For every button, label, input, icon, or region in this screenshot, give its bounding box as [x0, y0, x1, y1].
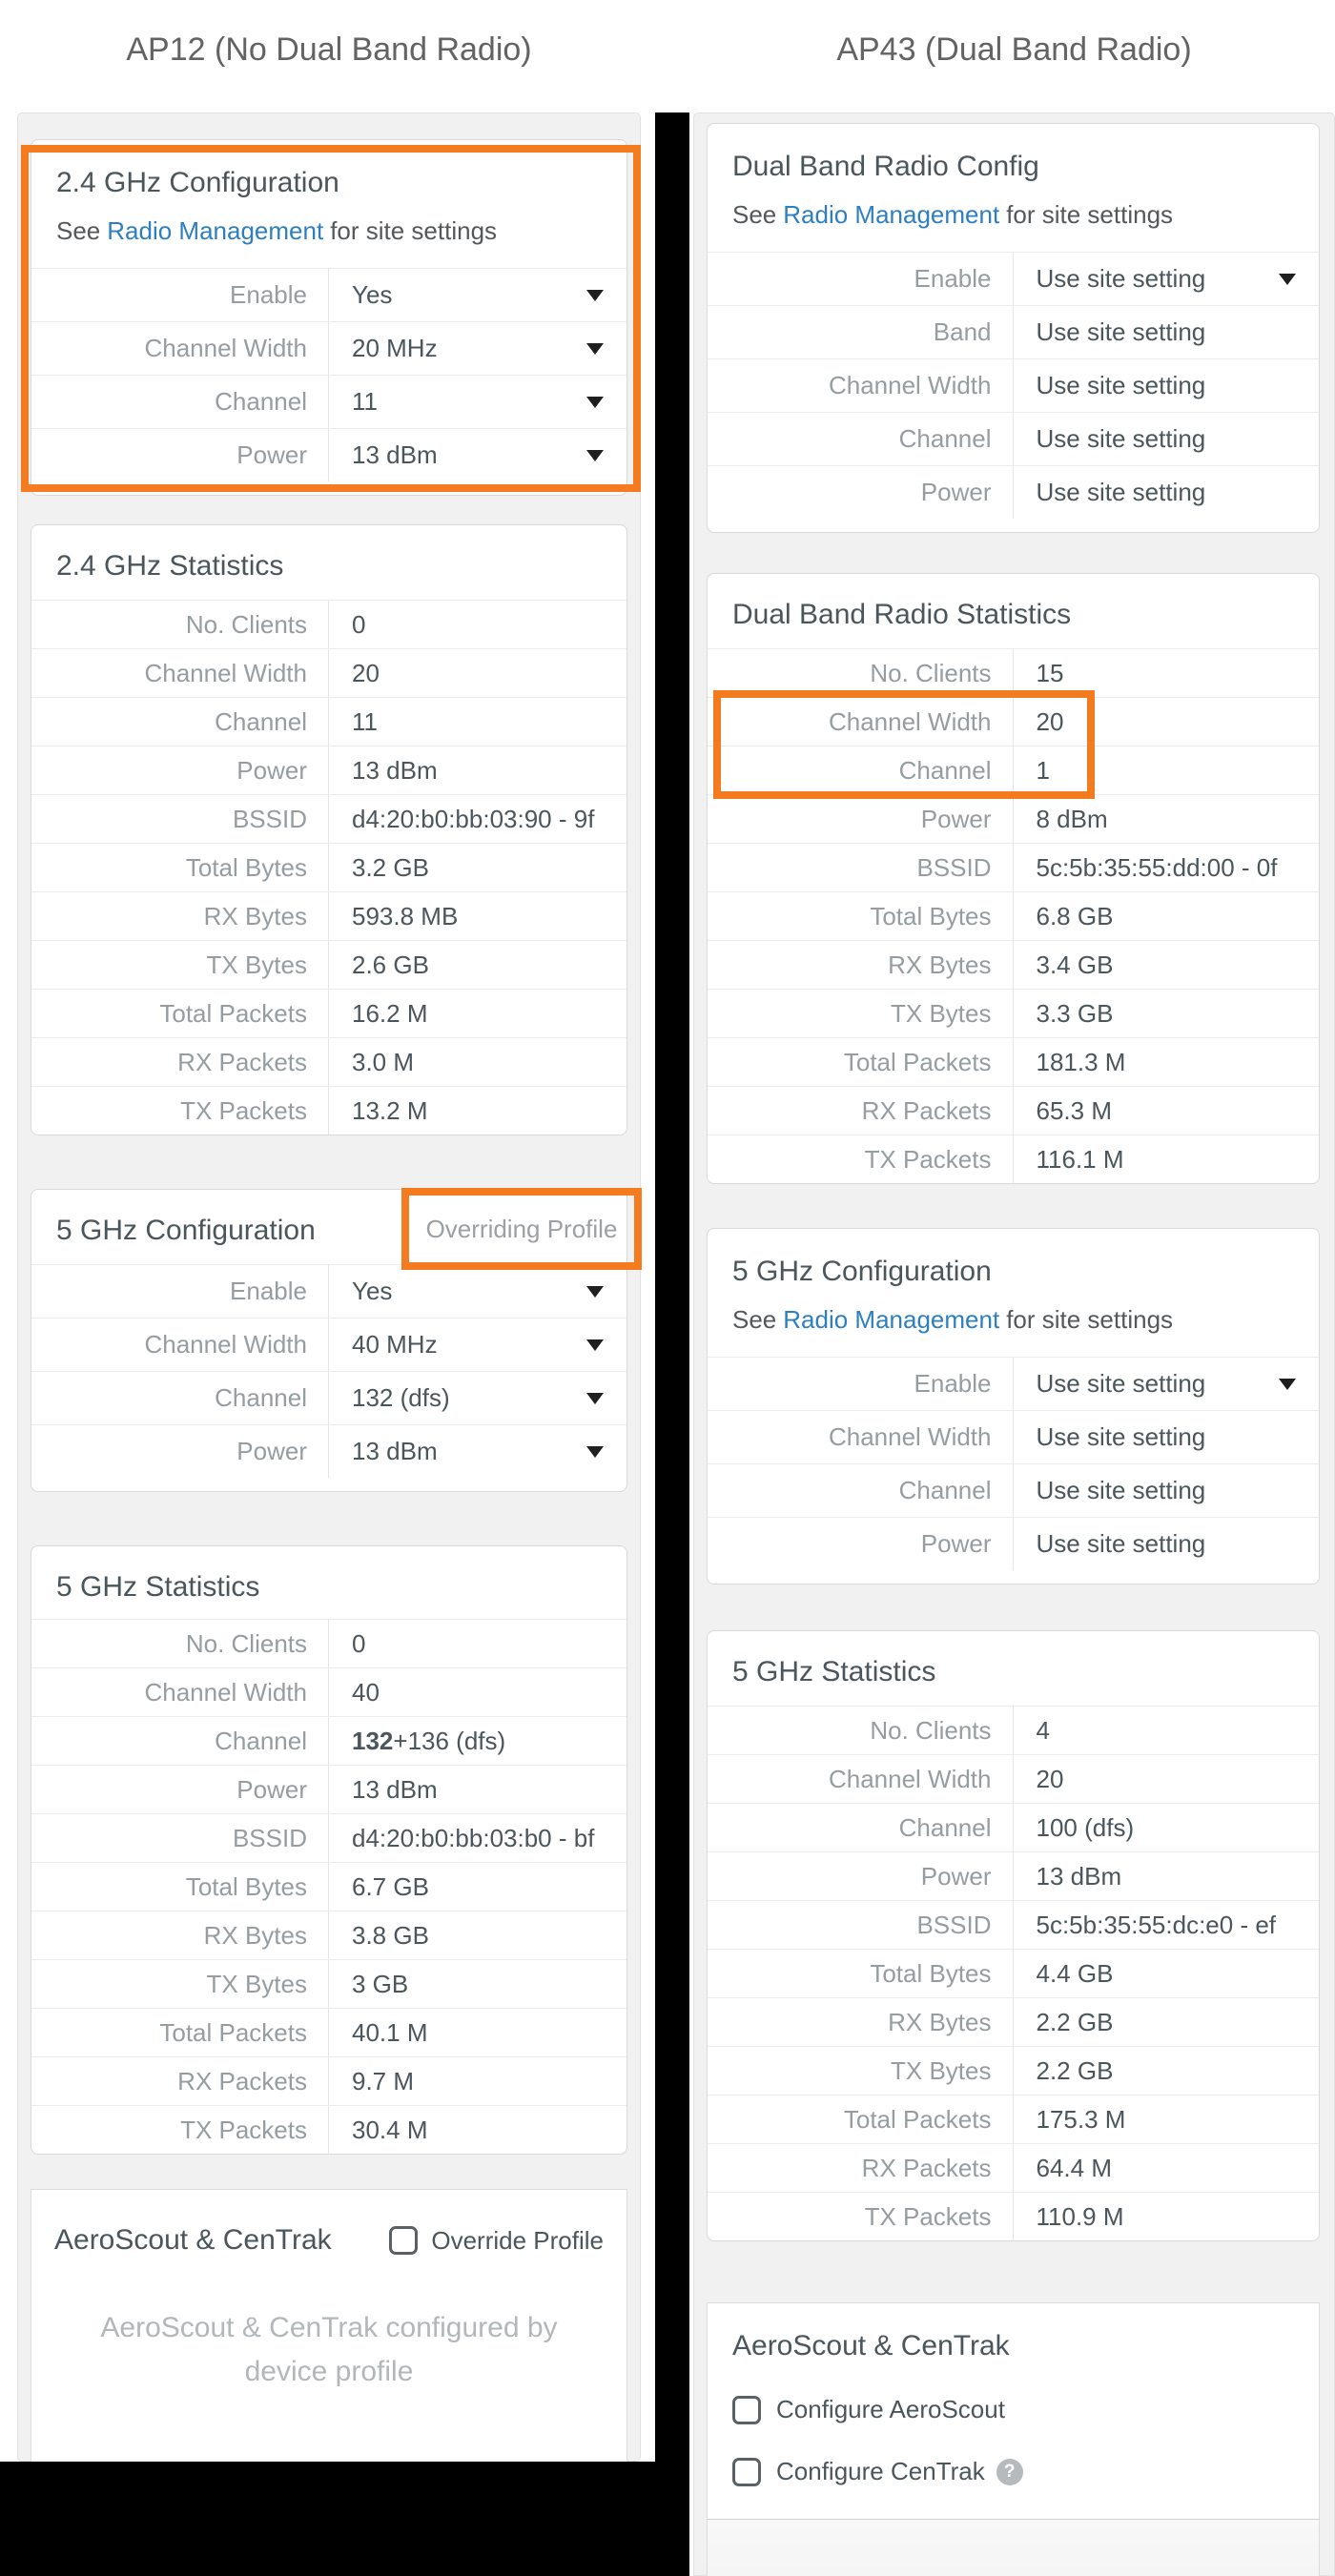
- row-label: BSSID: [31, 795, 329, 843]
- row-value: 1: [1036, 755, 1050, 785]
- chevron-down-icon: [586, 1286, 604, 1298]
- row-value: 100 (dfs): [1036, 1812, 1135, 1842]
- row-label: Enable: [708, 1358, 1014, 1410]
- row-label: RX Packets: [708, 2144, 1014, 2192]
- table-row: [708, 412, 1319, 465]
- table-row: [708, 1851, 1319, 1900]
- table-row: [31, 1086, 626, 1135]
- configure-aeroscout-checkbox[interactable]: [732, 2396, 761, 2424]
- row-value: 8 dBm: [1036, 804, 1108, 833]
- table-row: [708, 891, 1319, 940]
- row-value: 65.3 M: [1036, 1095, 1112, 1125]
- row-label: TX Bytes: [708, 990, 1014, 1037]
- section-subtitle: See Radio Management for site settings: [732, 200, 1174, 229]
- row-value: 20: [352, 658, 380, 687]
- row-label: Channel Width: [31, 649, 329, 697]
- row-label: Channel: [31, 698, 329, 746]
- table-row: [708, 358, 1319, 412]
- card-header: [31, 1190, 626, 1264]
- section-subtitle: See Radio Management for site settings: [56, 216, 498, 245]
- row-value: 3.2 GB: [352, 852, 429, 882]
- row-label: Power: [708, 795, 1014, 843]
- table-row: [708, 1900, 1319, 1949]
- row-label: Power: [31, 1766, 329, 1813]
- row-label: TX Packets: [31, 1087, 329, 1135]
- radio-management-link[interactable]: Radio Management: [783, 1305, 1000, 1334]
- row-value: 2.2 GB: [1036, 2055, 1114, 2085]
- row-label: RX Bytes: [708, 1998, 1014, 2046]
- radio-management-link[interactable]: Radio Management: [107, 216, 324, 245]
- row-value: 175.3 M: [1036, 2104, 1126, 2134]
- row-value: 3.3 GB: [1036, 998, 1114, 1028]
- table-row: [708, 746, 1319, 794]
- card-header: [31, 1546, 626, 1619]
- row-label: Power: [708, 1518, 1014, 1570]
- table-row: [708, 1357, 1319, 1410]
- table-row: [31, 268, 626, 321]
- row-label: TX Bytes: [708, 2047, 1014, 2095]
- dropdown-select[interactable]: 40 MHz: [329, 1319, 626, 1371]
- row-label: Total Bytes: [708, 892, 1014, 940]
- card-24ghz-configuration: [31, 139, 627, 496]
- row-value: 15: [1036, 658, 1064, 687]
- panel-footer: [707, 2519, 1320, 2576]
- row-label: TX Bytes: [31, 941, 329, 989]
- table-row: [708, 1949, 1319, 1997]
- row-label: No. Clients: [31, 601, 329, 648]
- override-profile-label: Override Profile: [431, 2225, 604, 2255]
- table-row: [708, 305, 1319, 358]
- table-row: [708, 843, 1319, 891]
- row-value: 0: [352, 1628, 366, 1658]
- table-row: [708, 2046, 1319, 2095]
- row-label: Power: [31, 746, 329, 794]
- row-label: Channel: [31, 376, 329, 428]
- row-value: d4:20:b0:bb:03:90 - 9f: [352, 804, 595, 833]
- table-row: [31, 746, 626, 794]
- table-row: [31, 843, 626, 891]
- section-title: 5 GHz Statistics: [56, 1571, 260, 1603]
- card-5ghz-configuration: [707, 1228, 1320, 1584]
- dropdown-select[interactable]: 11: [329, 376, 626, 428]
- stats-rows: [708, 1706, 1319, 2240]
- table-row: [31, 1037, 626, 1086]
- row-label: Power: [708, 466, 1014, 519]
- row-label: BSSID: [708, 844, 1014, 891]
- chevron-down-icon: [586, 1393, 604, 1404]
- override-profile-checkbox[interactable]: [389, 2226, 418, 2255]
- card-5ghz-configuration: [31, 1189, 627, 1492]
- table-row: [31, 1813, 626, 1862]
- chevron-down-icon: [1279, 1379, 1296, 1390]
- bottom-black-band: [0, 2462, 681, 2576]
- row-label: Total Bytes: [31, 1863, 329, 1911]
- dropdown-select[interactable]: Yes: [329, 1265, 626, 1318]
- row-label: RX Bytes: [31, 1912, 329, 1959]
- row-label: Channel Width: [708, 698, 1014, 746]
- row-value: 4.4 GB: [1036, 1958, 1114, 1988]
- row-label: Channel Width: [31, 1668, 329, 1716]
- row-value: 20: [1036, 1764, 1064, 1793]
- row-value: 6.7 GB: [352, 1871, 429, 1901]
- row-label: Enable: [708, 253, 1014, 305]
- card-header: [31, 525, 626, 600]
- highlight-box-overriding-profile: [401, 1188, 642, 1270]
- card-dual-band-radio-config: [707, 123, 1320, 533]
- row-label: RX Bytes: [708, 941, 1014, 989]
- table-row: [708, 2095, 1319, 2143]
- table-row: [708, 1803, 1319, 1851]
- row-value: d4:20:b0:bb:03:b0 - bf: [352, 1823, 595, 1852]
- row-value: Use site setting: [1036, 317, 1206, 346]
- configure-centrak-label: Configure CenTrak: [776, 2457, 985, 2485]
- configure-aeroscout-label: Configure AeroScout: [776, 2395, 1005, 2423]
- row-value: Use site setting: [1036, 478, 1206, 506]
- row-value: Use site setting: [1036, 371, 1206, 399]
- config-rows: [708, 1357, 1319, 1584]
- row-label: BSSID: [708, 1901, 1014, 1949]
- aeroscout-title: AeroScout & CenTrak: [54, 2224, 332, 2256]
- aeroscout-centrak-section: [707, 2302, 1320, 2519]
- row-value: 30.4 M: [352, 2115, 428, 2144]
- dropdown-select[interactable]: 13 dBm: [329, 429, 626, 481]
- row-label: Channel Width: [708, 359, 1014, 412]
- help-icon[interactable]: ?: [996, 2459, 1023, 2485]
- table-row: [31, 321, 626, 375]
- row-label: Total Bytes: [708, 1950, 1014, 1997]
- table-row: [31, 1716, 626, 1765]
- row-label: Channel Width: [31, 322, 329, 375]
- row-label: TX Packets: [31, 2106, 329, 2154]
- table-row: [31, 1667, 626, 1716]
- table-row: [708, 940, 1319, 989]
- row-value: 2.6 GB: [352, 950, 429, 979]
- table-row: [708, 252, 1319, 305]
- table-row: [708, 1410, 1319, 1463]
- row-value: 13 dBm: [352, 1774, 438, 1804]
- row-value: Use site setting: [1036, 1476, 1206, 1504]
- card-dual-band-radio-statistics: [707, 573, 1320, 1184]
- card-5ghz-statistics: [707, 1630, 1320, 2241]
- row-value: Use site setting: [1036, 424, 1206, 453]
- row-label: Channel: [31, 1717, 329, 1765]
- row-label: Total Packets: [31, 2009, 329, 2056]
- configure-centrak-control: [732, 2457, 1294, 2486]
- card-24ghz-statistics: [31, 524, 627, 1135]
- chevron-down-icon: [586, 1339, 604, 1351]
- table-row: [31, 1371, 626, 1424]
- row-label: RX Packets: [708, 1087, 1014, 1135]
- dropdown-select[interactable]: 20 MHz: [329, 322, 626, 375]
- row-value: 3 GB: [352, 1969, 409, 1998]
- section-title: 2.4 GHz Configuration: [56, 167, 339, 198]
- table-row: [31, 2056, 626, 2105]
- row-label: RX Packets: [31, 1038, 329, 1086]
- table-row: [31, 989, 626, 1037]
- column-divider: [655, 112, 689, 2576]
- row-value: 13 dBm: [1036, 1861, 1122, 1891]
- table-row: [708, 1706, 1319, 1754]
- table-row: [708, 648, 1319, 697]
- section-title: Dual Band Radio Statistics: [732, 599, 1072, 630]
- chevron-down-icon: [586, 290, 604, 301]
- configure-centrak-checkbox[interactable]: [732, 2458, 761, 2486]
- table-row: [31, 1619, 626, 1667]
- row-value: 593.8 MB: [352, 901, 459, 930]
- table-row: [31, 1765, 626, 1813]
- row-value: Use site setting: [1036, 1422, 1206, 1451]
- row-value: 20: [1036, 706, 1064, 736]
- row-value: 64.4 M: [1036, 2153, 1112, 2182]
- row-value: 5c:5b:35:55:dd:00 - 0f: [1036, 852, 1278, 882]
- row-label: RX Packets: [31, 2057, 329, 2105]
- table-row: [31, 794, 626, 843]
- aeroscout-header: [54, 2224, 604, 2257]
- row-label: Channel: [708, 746, 1014, 794]
- row-value: 110.9 M: [1036, 2201, 1124, 2231]
- table-row: [31, 648, 626, 697]
- table-row: [708, 2143, 1319, 2192]
- left-column-title: AP12 (No Dual Band Radio): [126, 31, 532, 68]
- row-value: 116.1 M: [1036, 1144, 1124, 1174]
- chevron-down-icon: [586, 397, 604, 408]
- aeroscout-centrak-section: [31, 2189, 627, 2476]
- row-label: Band: [708, 306, 1014, 358]
- row-label: No. Clients: [708, 649, 1014, 697]
- row-value: 16.2 M: [352, 998, 428, 1028]
- config-rows: [708, 252, 1319, 532]
- config-rows: [31, 268, 626, 495]
- row-label: Enable: [31, 1265, 329, 1318]
- row-label: TX Packets: [708, 2193, 1014, 2240]
- row-label: Total Packets: [708, 1038, 1014, 1086]
- row-label: BSSID: [31, 1814, 329, 1862]
- row-label: TX Bytes: [31, 1960, 329, 2008]
- table-row: [31, 1862, 626, 1911]
- table-row: [31, 1264, 626, 1318]
- row-label: Channel Width: [31, 1319, 329, 1371]
- row-label: TX Packets: [708, 1135, 1014, 1183]
- row-value: 3.0 M: [352, 1047, 415, 1076]
- row-value: 3.8 GB: [352, 1920, 429, 1950]
- card-header: [708, 574, 1319, 648]
- table-row: [31, 891, 626, 940]
- card-header: [708, 124, 1319, 252]
- aeroscout-title: AeroScout & CenTrak: [732, 2330, 1010, 2361]
- table-row: [31, 940, 626, 989]
- table-row: [31, 697, 626, 746]
- card-5ghz-statistics: [31, 1545, 627, 2155]
- chevron-down-icon: [586, 450, 604, 461]
- ap12-panel: [17, 112, 641, 2462]
- config-rows: [31, 1264, 626, 1491]
- chevron-down-icon: [586, 343, 604, 355]
- dropdown-select[interactable]: Yes: [329, 269, 626, 321]
- row-value: 5c:5b:35:55:dc:e0 - ef: [1036, 1910, 1277, 1939]
- table-row: [708, 1135, 1319, 1183]
- card-header: [708, 1229, 1319, 1357]
- row-label: Channel: [708, 1464, 1014, 1517]
- row-value: 132 +136 (dfs): [352, 1726, 506, 1755]
- stats-rows: [31, 1619, 626, 2154]
- row-value: 40.1 M: [352, 2017, 428, 2047]
- stats-rows: [708, 648, 1319, 1183]
- row-label: Total Packets: [31, 990, 329, 1037]
- row-label: Total Packets: [708, 2096, 1014, 2143]
- table-row: [708, 989, 1319, 1037]
- row-label: Power: [31, 429, 329, 481]
- row-label: No. Clients: [708, 1707, 1014, 1754]
- row-label: Channel: [708, 1804, 1014, 1851]
- table-row: [708, 794, 1319, 843]
- table-row: [708, 1754, 1319, 1803]
- section-title: 5 GHz Statistics: [732, 1656, 936, 1687]
- section-title: Dual Band Radio Config: [732, 151, 1039, 182]
- row-label: Channel: [31, 1372, 329, 1424]
- row-value: 13 dBm: [352, 755, 438, 785]
- dropdown-select[interactable]: Use site setting: [1014, 1358, 1320, 1410]
- table-row: [708, 1037, 1319, 1086]
- row-label: No. Clients: [31, 1620, 329, 1667]
- configure-aeroscout-control: [732, 2395, 1294, 2424]
- dropdown-select[interactable]: 13 dBm: [329, 1425, 626, 1478]
- table-row: [31, 1959, 626, 2008]
- aeroscout-message: AeroScout & CenTrak configured by device profile: [100, 2312, 558, 2387]
- row-label: Channel: [708, 413, 1014, 465]
- section-subtitle: See Radio Management for site settings: [732, 1305, 1174, 1334]
- table-row: [708, 697, 1319, 746]
- row-label: Enable: [31, 269, 329, 321]
- table-row: [31, 2008, 626, 2056]
- row-label: Power: [708, 1852, 1014, 1900]
- row-label: Power: [31, 1425, 329, 1478]
- ap43-panel: [693, 112, 1335, 2576]
- row-value: 2.2 GB: [1036, 2007, 1114, 2036]
- row-value: Use site setting: [1036, 1529, 1206, 1558]
- table-row: [31, 1424, 626, 1478]
- row-label: Channel Width: [708, 1755, 1014, 1803]
- row-value: 3.4 GB: [1036, 950, 1114, 979]
- row-value: 0: [352, 609, 366, 639]
- card-header: [31, 140, 626, 268]
- table-row: [708, 1086, 1319, 1135]
- chevron-down-icon: [1279, 274, 1296, 285]
- table-row: [31, 1318, 626, 1371]
- table-row: [31, 1911, 626, 1959]
- row-label: RX Bytes: [31, 892, 329, 940]
- table-row: [31, 428, 626, 481]
- table-row: [31, 2105, 626, 2154]
- row-value: 11: [352, 706, 378, 736]
- card-header: [708, 1631, 1319, 1706]
- override-profile-control: [389, 2226, 604, 2256]
- section-title: 5 GHz Configuration: [56, 1215, 316, 1246]
- row-value: 4: [1036, 1715, 1050, 1745]
- radio-management-link[interactable]: Radio Management: [783, 200, 1000, 229]
- dropdown-select[interactable]: Use site setting: [1014, 253, 1320, 305]
- section-title: 5 GHz Configuration: [732, 1256, 992, 1287]
- table-row: [708, 1517, 1319, 1570]
- row-value: 6.8 GB: [1036, 901, 1114, 930]
- table-row: [708, 1463, 1319, 1517]
- row-label: Total Bytes: [31, 844, 329, 891]
- row-value: 13.2 M: [352, 1095, 428, 1125]
- table-row: [31, 375, 626, 428]
- row-value: 181.3 M: [1036, 1047, 1126, 1076]
- table-row: [708, 465, 1319, 519]
- row-value: 9.7 M: [352, 2066, 415, 2096]
- row-label: Channel Width: [708, 1411, 1014, 1463]
- table-row: [708, 1997, 1319, 2046]
- right-column-title: AP43 (Dual Band Radio): [836, 31, 1192, 68]
- stats-rows: [31, 600, 626, 1135]
- chevron-down-icon: [586, 1446, 604, 1458]
- row-value: 40: [352, 1677, 380, 1707]
- table-row: [708, 2192, 1319, 2240]
- section-title: 2.4 GHz Statistics: [56, 550, 284, 582]
- overriding-profile-badge: Overriding Profile: [425, 1214, 618, 1243]
- table-row: [31, 600, 626, 648]
- dropdown-select[interactable]: 132 (dfs): [329, 1372, 626, 1424]
